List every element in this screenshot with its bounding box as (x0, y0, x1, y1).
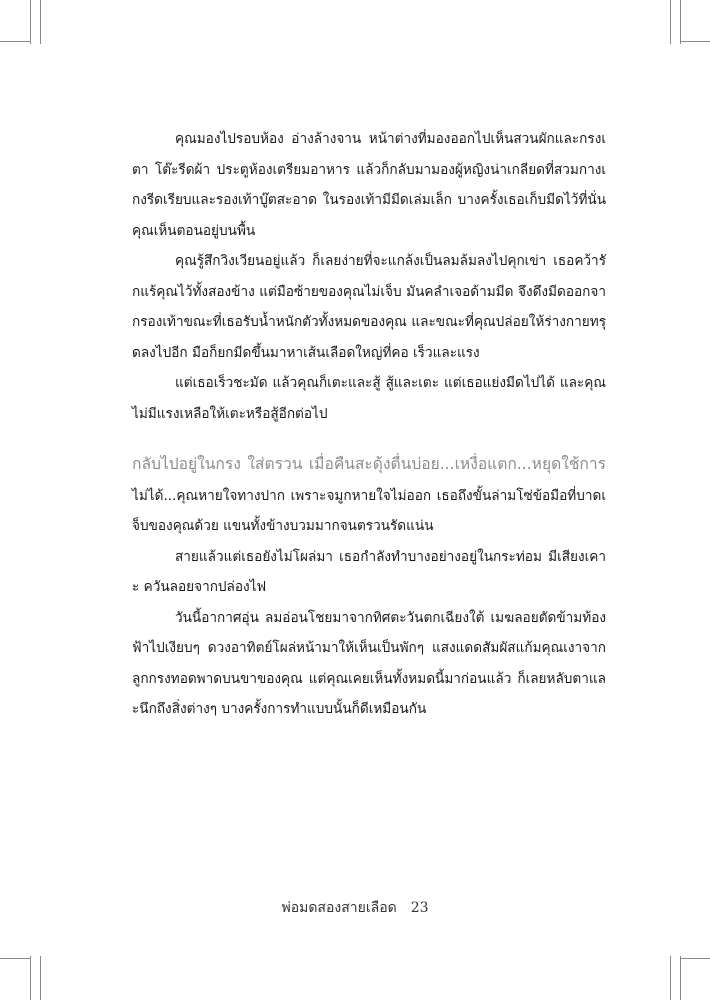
section-lead-phrase: กลับไปอยู่ในกรง ใส่ตรวน เมื่อคืนสะดุ้งตื่นบ่อย...เหงื่อแตก...หยุดใช้การ (132, 455, 606, 473)
paragraph-2: คุณรู้สึกวิงเวียนอยู่แล้ว ก็เลยง่ายที่จะแกล้งเป็นลมล้มลงไปคุกเข่า เธอคว้ารักแร้คุณไว้ทั้งสองข้าง แต่มือซ้ายของคุณไม่เจ็บ มันคลำเจอด้ามมีด จึงดึงมีดออกจากรองเท้าขณะที่เธอรับน้ำหนักตัวทั้งหมดของคุณ และขณะที่คุณปล่อยให้ร่างกายทรุดลงไปอีก มือก็ยกมีดขึ้นมาหาเส้นเลือดใหญ่ที่คอ เร็วและแรง (132, 253, 606, 361)
page-number: 23 (410, 900, 429, 916)
paragraph-6: วันนี้อากาศอุ่น ลมอ่อนโชยมาจากทิศตะวันตกเฉียงใต้ เมฆลอยตัดข้ามท้องฟ้าไปเงียบๆ ดวงอาทิตย์โผล่หน้ามาให้เห็นเป็นพักๆ แสงแดดสัมผัสแก้มคุณเงาจากลูกกรงทอดพาดบนขาของคุณ แต่คุณเคยเห็นทั้งหมดนี้มาก่อนแล้ว ก็เลยหลับตาและนึกถึงสิ่งต่างๆ บางครั้งการทำแบบนั้นก็ดีเหมือนกัน (132, 609, 606, 717)
paragraph-3: แต่เธอเร็วชะมัด แล้วคุณก็เตะและสู้ สู้และเตะ แต่เธอแย่งมีดไปได้ และคุณไม่มีแรงเหลือให้เตะหรือสู้อีกต่อไป (132, 375, 606, 422)
book-title: พ่อมดสองสายเลือด (281, 900, 397, 916)
page-footer (0, 897, 710, 919)
section-lead-rest: ไม่ได้...คุณหายใจทางปาก เพราะจมูกหายใจไม่ออก เธอถึงขั้นล่ามโซ่ข้อมือที่บาดเจ็บของคุณด้วย แขนทั้งข้างบวมมากจนตรวนรัดแน่น (132, 487, 606, 534)
body-text (132, 124, 606, 725)
paragraph-5: สายแล้วแต่เธอยังไม่โผล่มา เธอกำลังทำบางอย่างอยู่ในกระท่อม มีเสียงเคาะ ควันลอยจากปล่องไฟ (132, 548, 606, 595)
paragraph-1: คุณมองไปรอบห้อง อ่างล้างจาน หน้าต่างที่มองออกไปเห็นสวนผักและกรงเตา โต๊ะรีดผ้า ประตูห้องเตรียมอาหาร แล้วก็กลับมามองผู้หญิงน่าเกลียดที่สวมกางเกงรีดเรียบและรองเท้าบู๊ตสะอาด ในรองเท้ามีมีดเล่มเล็ก บางครั้งเธอเก็บมีดไว้ที่นั่น คุณเห็นตอนอยู่บนพื้น (132, 131, 606, 239)
section-lead-paragraph (132, 449, 606, 542)
